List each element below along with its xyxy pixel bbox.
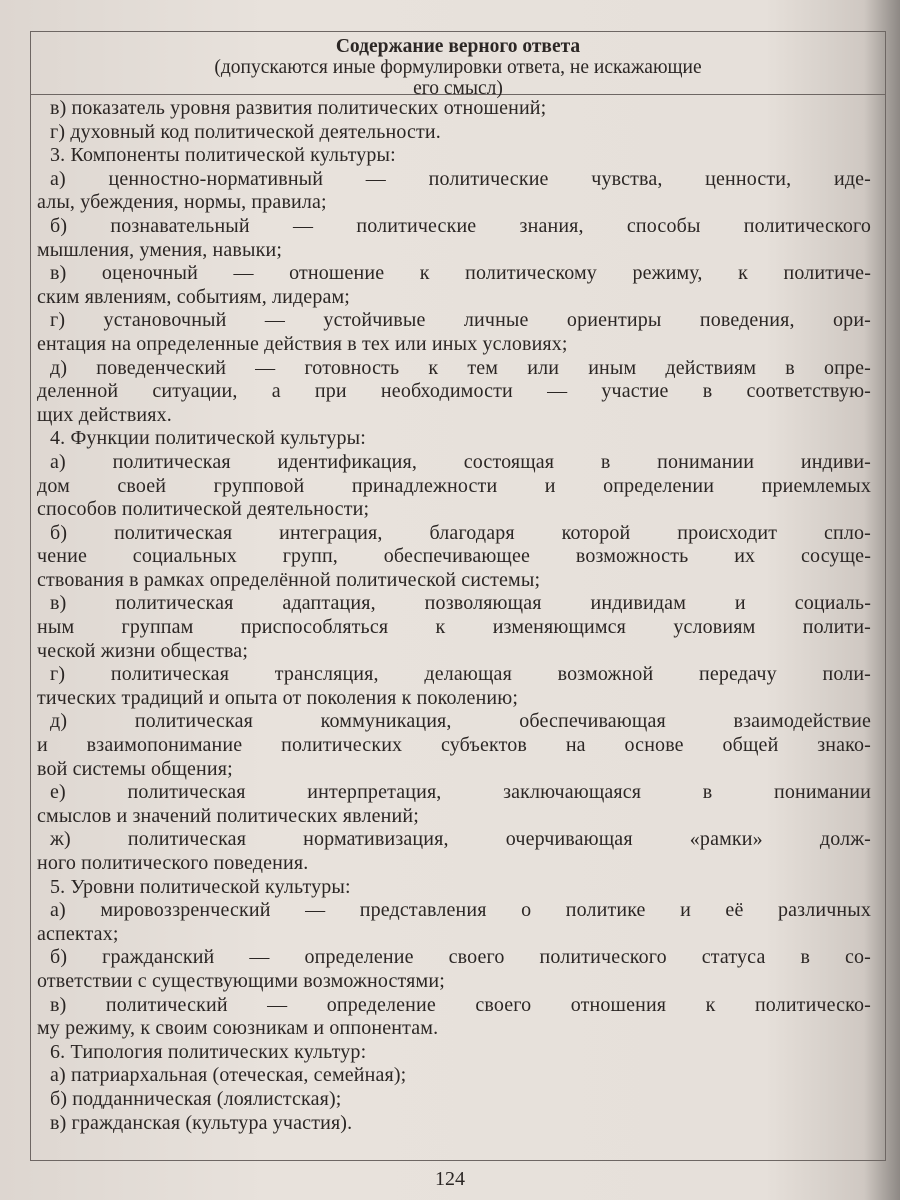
text-line: ским явлениям, событиям, лидерам; (37, 285, 351, 308)
header-subtitle-line1: (допускаются иные формулировки ответа, не искажающие (214, 57, 702, 78)
text-line: д) политическая коммуникация, обеспечивающая взаимодействие (50, 710, 871, 733)
paragraph (37, 1064, 871, 1088)
text-line: а) мировоззренческий — представления о политике и её различных (50, 899, 871, 922)
text-line: ентация на определенные действия в тех или иных условиях; (37, 332, 568, 355)
paragraph (37, 215, 871, 262)
text-line: е) политическая интерпретация, заключающаяся в понимании (50, 781, 871, 804)
paragraph (37, 121, 871, 145)
paragraph (37, 168, 871, 215)
paragraph (37, 522, 871, 593)
text-line: му режиму, к своим союзникам и оппонентам. (37, 1017, 439, 1040)
text-line: чение социальных групп, обеспечивающее возможность их сосуще- (37, 545, 871, 568)
text-line: дом своей групповой принадлежности и определении приемлемых (37, 474, 871, 497)
paragraph (37, 663, 871, 710)
text-line: ствования в рамках определённой политической системы; (37, 568, 541, 591)
text-line: ного политического поведения. (37, 852, 309, 874)
text-line: алы, убеждения, нормы, правила; (37, 191, 327, 214)
text-line: б) политическая интеграция, благодаря которой происходит спло- (50, 521, 871, 544)
paragraph (37, 1088, 871, 1112)
text-line: г) политическая трансляция, делающая возможной передачу поли- (50, 663, 871, 686)
text-line: б) гражданский — определение своего политического статуса в со- (50, 946, 871, 969)
paragraph (37, 357, 871, 428)
text-line: а) ценностно-нормативный — политические чувства, ценности, иде- (50, 167, 871, 190)
text-line: щих действиях. (37, 403, 172, 426)
text-line: 3. Компоненты политической культуры: (50, 144, 396, 167)
text-line: в) политическая адаптация, позволяющая индивидам и социаль- (50, 592, 871, 615)
paragraph (37, 1041, 871, 1065)
text-line: аспектах; (37, 922, 119, 945)
paragraph (37, 592, 871, 663)
text-line: мышления, умения, навыки; (37, 238, 283, 261)
text-line: ческой жизни общества; (37, 639, 249, 662)
paragraph (37, 946, 871, 993)
answer-content (31, 95, 885, 1135)
text-line: б) познавательный — политические знания, способы политического (50, 214, 871, 237)
text-line: ным группам приспособляться к изменяющимся условиям полити- (37, 616, 871, 639)
paragraph (37, 97, 871, 121)
answer-table (30, 31, 886, 1161)
text-line: в) гражданская (культура участия). (50, 1111, 353, 1134)
table-header (31, 32, 885, 99)
text-line: в) оценочный — отношение к политическому режиму, к политиче- (50, 262, 871, 285)
text-line: ответствии с существующими возможностями; (37, 969, 445, 992)
text-line: г) установочный — устойчивые личные ориентиры поведения, ори- (50, 309, 871, 332)
paragraph (37, 876, 871, 900)
text-line: 4. Функции политической культуры: (50, 427, 366, 450)
paragraph (37, 994, 871, 1041)
text-line: вой системы общения; (37, 757, 233, 780)
text-line: ж) политическая нормативизация, очерчивающая «рамки» долж- (50, 828, 871, 851)
text-line: деленной ситуации, а при необходимости — участие в соответствую- (37, 380, 871, 403)
paragraph (37, 262, 871, 309)
paragraph (37, 427, 871, 451)
text-line: 5. Уровни политической культуры: (50, 875, 351, 898)
text-line: б) подданническая (лоялистская); (50, 1087, 342, 1110)
header-title: Содержание верного ответа (335, 36, 581, 57)
text-line: д) поведенческий — готовность к тем или иным действиям в опре- (50, 356, 871, 379)
paragraph (37, 451, 871, 522)
paragraph (37, 309, 871, 356)
paragraph (37, 828, 871, 875)
text-line: в) показатель уровня развития политических отношений; (50, 97, 547, 119)
text-line: и взаимопонимание политических субъектов на основе общей знако- (37, 734, 871, 757)
paragraph (37, 710, 871, 781)
text-line: а) патриархальная (отеческая, семейная); (50, 1064, 407, 1087)
paragraph (37, 781, 871, 828)
paragraph (37, 899, 871, 946)
text-line: г) духовный код политической деятельности. (50, 120, 441, 143)
paragraph (37, 1112, 871, 1136)
text-line: 6. Типология политических культур: (50, 1040, 367, 1063)
page-number: 124 (435, 1168, 465, 1190)
paragraph (37, 144, 871, 168)
text-line: в) политический — определение своего отношения к политическо- (50, 993, 871, 1016)
text-line: тических традиций и опыта от поколения к поколению; (37, 686, 519, 709)
text-line: смыслов и значений политических явлений; (37, 804, 419, 827)
header-subtitle-line2: его смысл) (413, 78, 503, 99)
text-line: способов политической деятельности; (37, 498, 370, 521)
text-line: а) политическая идентификация, состоящая в понимании индиви- (50, 450, 871, 473)
